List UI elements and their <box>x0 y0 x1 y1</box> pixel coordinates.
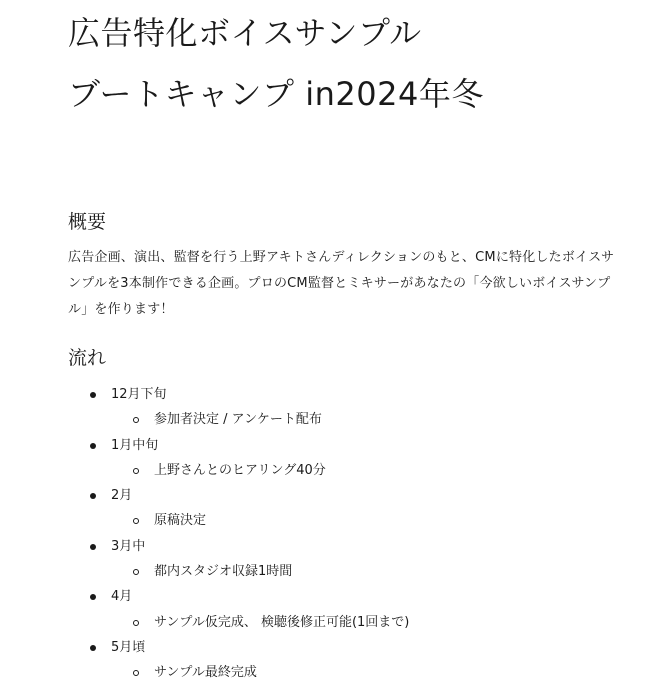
flow-sub-list <box>68 508 619 533</box>
overview-paragraph: 広告企画、演出、監督を行う上野アキトさんディレクションのもと、CMに特化したボイスサンプルを3本制作できる企画。プロのCM監督とミキサーがあなたの「今欲しいボイスサンプル」を作ります！ <box>68 250 615 317</box>
bullet-disc-icon <box>90 443 96 449</box>
list-item <box>68 407 619 432</box>
bullet-circle-icon <box>133 518 139 524</box>
flow-sub-list <box>68 559 619 584</box>
list-item <box>68 635 619 686</box>
bullet-circle-icon <box>133 417 139 423</box>
overview-heading: 概要 <box>68 211 107 233</box>
flow-sub-label: サンプル最終完成 <box>154 665 257 681</box>
list-item <box>68 559 619 584</box>
flow-sub-label: 都内スタジオ収録1時間 <box>154 564 293 580</box>
flow-item-row <box>68 584 619 609</box>
flow-item-row <box>68 635 619 660</box>
bullet-circle-icon <box>133 468 139 474</box>
bullet-circle-icon <box>133 620 139 626</box>
bullet-circle-icon <box>133 670 139 676</box>
list-item <box>68 660 619 685</box>
title-line-2: ブートキャンプ in2024年冬 <box>68 75 484 113</box>
list-item <box>68 483 619 534</box>
flow-item-row <box>68 382 619 407</box>
list-item <box>68 534 619 585</box>
bullet-circle-icon <box>133 569 139 575</box>
flow-item-label: 5月頃 <box>111 639 146 655</box>
flow-item-label: 2月 <box>111 488 133 504</box>
flow-item-row <box>68 534 619 559</box>
flow-list <box>68 382 619 686</box>
flow-item-label: 4月 <box>111 589 133 605</box>
flow-item-label: 1月中旬 <box>111 437 159 453</box>
bullet-disc-icon <box>90 645 96 651</box>
list-item <box>68 458 619 483</box>
flow-sub-label: 参加者決定 / アンケート配布 <box>154 412 322 428</box>
flow-sub-list <box>68 660 619 685</box>
flow-sub-label: サンプル仮完成、 検聴後修正可能(1回まで) <box>154 614 410 630</box>
bullet-disc-icon <box>90 594 96 600</box>
bullet-disc-icon <box>90 544 96 550</box>
flow-sub-label: 原稿決定 <box>154 513 207 529</box>
list-item <box>68 584 619 635</box>
list-item <box>68 508 619 533</box>
flow-sub-label: 上野さんとのヒアリング40分 <box>154 462 326 478</box>
list-item <box>68 433 619 484</box>
flow-item-label: 12月下旬 <box>111 387 167 402</box>
flow-sub-list <box>68 610 619 635</box>
bullet-disc-icon <box>90 493 96 499</box>
flow-item-label: 3月中 <box>111 538 146 554</box>
list-item <box>68 610 619 635</box>
title-line-1: 広告特化ボイスサンプル <box>68 14 422 52</box>
bullet-disc-icon <box>90 392 96 398</box>
list-item <box>68 382 619 433</box>
flow-heading: 流れ <box>68 347 107 369</box>
flow-item-row <box>68 483 619 508</box>
flow-sub-list <box>68 407 619 432</box>
flow-sub-list <box>68 458 619 483</box>
flow-item-row <box>68 433 619 458</box>
document-title <box>68 0 619 125</box>
